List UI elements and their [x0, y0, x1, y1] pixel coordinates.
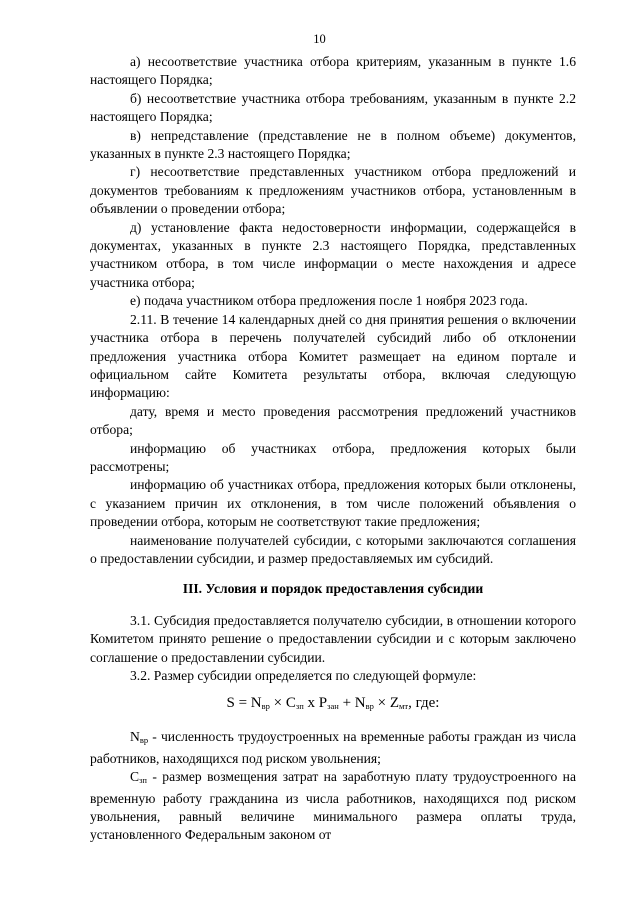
paragraph-reason-g: г) несоответствие представленных участником отбора предложений и документов требованиям к предложениям участников отбора, установленным в объявлении о проведении отбора;	[90, 164, 576, 217]
document-body	[90, 53, 576, 845]
paragraph-reason-b: б) несоответствие участника отбора требованиям, указанным в пункте 2.2 настоящего Порядка;	[90, 90, 576, 125]
section-heading: III. Условия и порядок предоставления субсидии	[182, 581, 484, 597]
paragraph-3-1: 3.1. Субсидия предоставляется получателю субсидии, в отношении которого Комитетом принято решение о предоставлении субсидии и с которым заключено соглашение о предоставлении субсидии.	[90, 612, 576, 665]
paragraph-3-2: 3.2. Размер субсидии определяется по следующей формуле:	[130, 668, 477, 683]
paragraph-reason-d: д) установление факта недостоверности информации, содержащейся в документах, указанных в пункте 2.3 настоящего Порядка, представленных участником отбора, в том числе информации о месте нахождения и адресе участника отбора;	[90, 219, 576, 290]
page-number: 10	[313, 32, 326, 46]
definition-n-vr: $N_{вр}$ - численность трудоустроенных на временные работы граждан из числа работников, находящихся под риском увольнения;	[90, 729, 576, 766]
list-item-recipients: наименование получателей субсидии, с которыми заключаются соглашения о предоставлении субсидии, и размер предоставляемых им субсидий.	[90, 532, 576, 566]
subsidy-formula: $S = N_{вр} \times C_{зп}$ x $P_{зан} + N_{вр} \times Z_{мт}$, где:	[226, 695, 440, 712]
paragraph-reason-a: а) несоответствие участника отбора критериям, указанным в пункте 1.6 настоящего Порядка;	[90, 54, 576, 88]
paragraph-reason-v: в) непредставление (представление не в полном объеме) документов, указанных в пункте 2.3 настоящего Порядка;	[90, 127, 576, 162]
paragraph-reason-e: е) подача участником отбора предложения после 1 ноября 2023 года.	[130, 293, 528, 309]
list-item-considered: информацию об участниках отбора, предложения которых были рассмотрены;	[90, 440, 576, 474]
list-item-rejected: информацию об участниках отбора, предложения которых были отклонены, с указанием причин их отклонения, в том числе положений объявления о проведении отбора, которым не соответствуют такие предложения;	[90, 477, 576, 530]
paragraph-2-11: 2.11. В течение 14 календарных дней со дня принятия решения о включении участника отбора в перечень получателей субсидий либо об отклонении предложения участника отбора Комитет размещает на едином портале и официальном сайте Комитета результаты отбора, включая следующую информацию:	[90, 311, 576, 401]
list-item-date-time: дату, время и место проведения рассмотрения предложений участников отбора;	[90, 403, 576, 438]
definition-c-zp: $C_{зп}$ - размер возмещения затрат на заработную плату трудоустроенного на временную работу гражданина из числа работников, находящихся под риском увольнения, равный величине минимального размера оплаты труда, установленного Федеральным законом от	[90, 769, 576, 843]
